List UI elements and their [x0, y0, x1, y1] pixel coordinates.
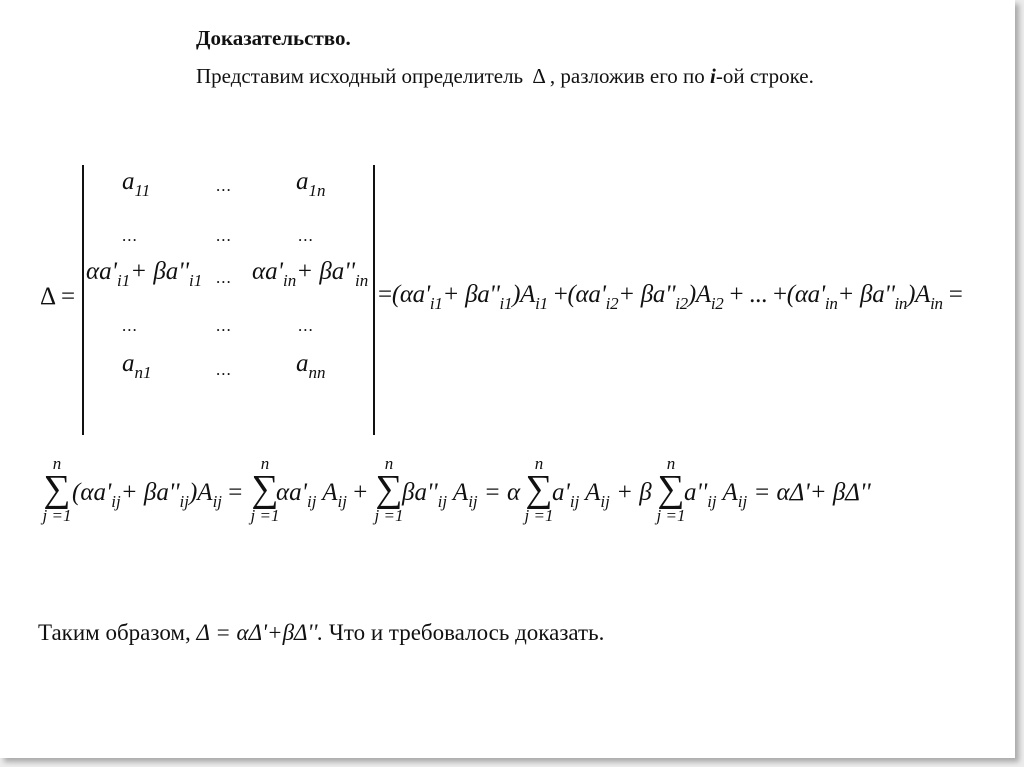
- cell-dots: ...: [298, 316, 314, 335]
- cell-dots: ...: [298, 226, 314, 245]
- conclusion-text: [38, 620, 604, 646]
- sum-sign-5: n ∑ j =1: [656, 454, 686, 525]
- intro-prefix: Представим исходный определитель: [196, 64, 524, 88]
- sum-term-3: $\beta a''_{ij}$ $A_{ij} = \alpha$: [402, 479, 521, 511]
- cell-row-i-first: $\alpha a'_{i1}+ \beta a''_{i1}$: [86, 258, 203, 290]
- cell-a11: $a_{11}$: [122, 168, 151, 200]
- sum-sign-2: n ∑ j =1: [250, 454, 280, 525]
- cell-ann: $a_{nn}$: [296, 350, 326, 382]
- cell-dots: ...: [216, 176, 232, 195]
- sum-sign-4: n ∑ j =1: [524, 454, 554, 525]
- intro-suffix: -ой строке.: [715, 64, 814, 88]
- sum-term-5: $a''_{ij}$ $A_{ij} = \alpha\Delta'+ \beta\Delta''$: [684, 479, 871, 511]
- determinant-lhs: Δ =: [40, 283, 76, 310]
- cell-an1: $a_{n1}$: [122, 350, 152, 382]
- conclusion-formula: Δ = αΔ'+βΔ''.: [196, 620, 324, 645]
- cell-dots: ...: [216, 268, 232, 287]
- determinant-left-bar: [82, 165, 84, 435]
- expansion-formula: $=(\alpha a'_{i1}+ \beta a''_{i1})A_{i1} +(\alpha a'_{i2}+ \beta a''_{i2})A_{i2}$ + ... $+(\alpha a'_{in}+ \beta a''_{in})A_{in}$ =: [378, 281, 963, 313]
- sum-term-2: $\alpha a'_{ij}$ $A_{ij}$ +: [276, 479, 368, 511]
- sum-term-4: $a'_{ij}$ $A_{ij} + \beta$: [552, 479, 652, 511]
- intro-i: i: [710, 64, 716, 88]
- proof-heading: Доказательство.: [196, 26, 351, 50]
- sum-term-1: $(\alpha a'_{ij}+ \beta a''_{ij})A_{ij}$ =: [72, 479, 243, 511]
- conclusion-prefix: Таким образом,: [38, 620, 191, 645]
- determinant-right-bar: [373, 165, 375, 435]
- sum-sign-1: n ∑ j =1: [42, 454, 72, 525]
- sum-sign-3: n ∑ j =1: [374, 454, 404, 525]
- cell-dots: ...: [216, 226, 232, 245]
- intro-text: [196, 64, 814, 89]
- intro-delta: Δ: [532, 64, 546, 88]
- conclusion-suffix: Что и требовалось доказать.: [328, 620, 605, 645]
- cell-dots: ...: [216, 360, 232, 379]
- intro-mid: , разложив его по: [549, 64, 705, 88]
- cell-a1n: $a_{1n}$: [296, 168, 326, 200]
- cell-row-i-last: $\alpha a'_{in}+ \beta a''_{in}$: [252, 258, 369, 290]
- cell-dots: ...: [122, 316, 138, 335]
- cell-dots: ...: [216, 316, 232, 335]
- cell-dots: ...: [122, 226, 138, 245]
